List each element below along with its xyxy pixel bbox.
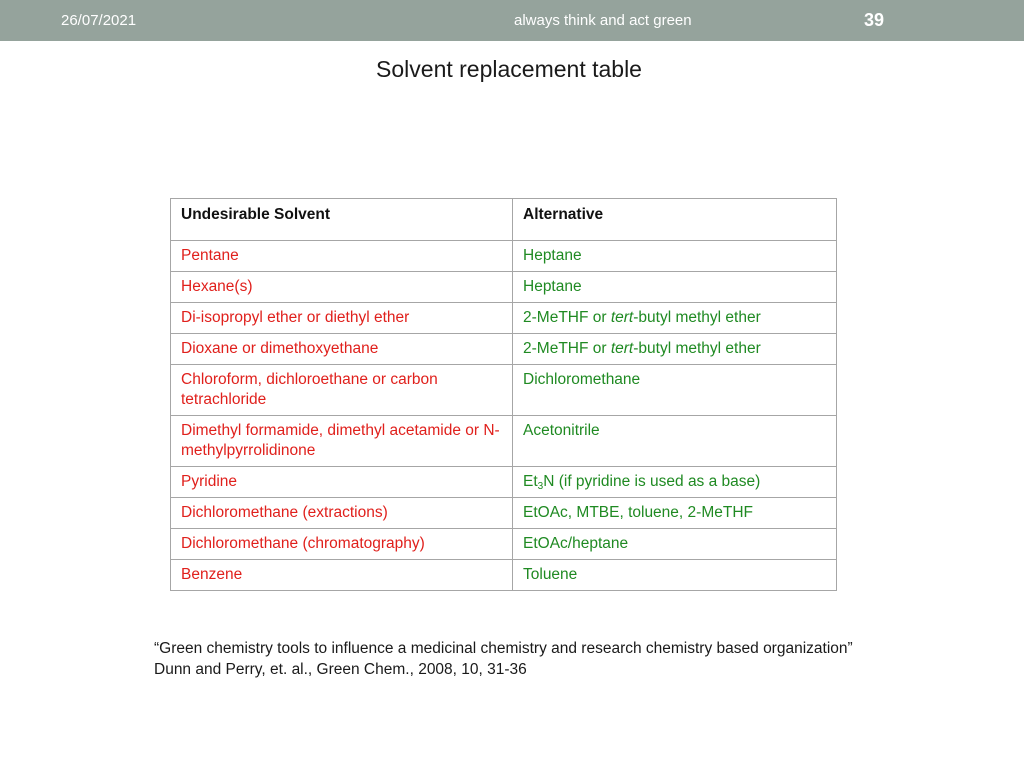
- alternative-solvent-cell: Toluene: [513, 560, 837, 591]
- table-row: [171, 241, 837, 272]
- undesirable-solvent-cell: Benzene: [171, 560, 513, 591]
- alternative-solvent-cell: Heptane: [513, 241, 837, 272]
- undesirable-solvent-cell: Chloroform, dichloroethane or carbon tetrachloride: [171, 365, 513, 416]
- solvent-replacement-table: [170, 198, 837, 591]
- alternative-italic-part: tert: [610, 309, 634, 326]
- header-bar: [0, 0, 1024, 41]
- table-row: [171, 365, 837, 416]
- column-header-undesirable: Undesirable Solvent: [171, 199, 513, 241]
- alternative-solvent-cell: EtOAc, MTBE, toluene, 2-MeTHF: [513, 498, 837, 529]
- slide-tagline: always think and act green: [514, 12, 692, 29]
- undesirable-solvent-cell: Hexane(s): [171, 272, 513, 303]
- alternative-solvent-cell: Heptane: [513, 272, 837, 303]
- column-header-alternative: Alternative: [513, 199, 837, 241]
- undesirable-solvent-cell: Pentane: [171, 241, 513, 272]
- alternative-text-part: 2-MeTHF or: [523, 309, 611, 326]
- table-row: [171, 467, 837, 498]
- table-row: [171, 334, 837, 365]
- alternative-solvent-cell: Acetonitrile: [513, 416, 837, 467]
- undesirable-solvent-cell: Pyridine: [171, 467, 513, 498]
- alternative-text-part: N (if pyridine is used as a base): [543, 473, 761, 490]
- table-row: [171, 272, 837, 303]
- alternative-text-part: Et: [523, 473, 538, 490]
- undesirable-solvent-cell: Dichloromethane (chromatography): [171, 529, 513, 560]
- alternative-text-part: -butyl methyl ether: [633, 309, 761, 326]
- citation-reference: Dunn and Perry, et. al., Green Chem., 2008, 10, 31-36: [154, 661, 527, 678]
- alternative-solvent-cell: EtOAc/heptane: [513, 529, 837, 560]
- alternative-italic-part: tert: [610, 340, 634, 357]
- undesirable-solvent-cell: Dichloromethane (extractions): [171, 498, 513, 529]
- alternative-solvent-cell: [513, 467, 837, 498]
- undesirable-solvent-cell: Dimethyl formamide, dimethyl acetamide or N-methylpyrrolidinone: [171, 416, 513, 467]
- slide-date: 26/07/2021: [61, 12, 137, 29]
- citation-title: “Green chemistry tools to influence a medicinal chemistry and research chemistry based organization”: [154, 640, 853, 657]
- slide-title: Solvent replacement table: [376, 56, 642, 82]
- alternative-solvent-cell: [513, 303, 837, 334]
- table-header-row: [171, 199, 837, 241]
- alternative-text-part: -butyl methyl ether: [633, 340, 761, 357]
- table-row: [171, 416, 837, 467]
- alternative-solvent-cell: Dichloromethane: [513, 365, 837, 416]
- table-row: [171, 498, 837, 529]
- alternative-text-part: 2-MeTHF or: [523, 340, 611, 357]
- table-row: [171, 529, 837, 560]
- undesirable-solvent-cell: Dioxane or dimethoxyethane: [171, 334, 513, 365]
- table-row: [171, 560, 837, 591]
- alternative-solvent-cell: [513, 334, 837, 365]
- alternative-subscript-part: 3: [537, 481, 544, 492]
- table-row: [171, 303, 837, 334]
- citation: [154, 638, 853, 680]
- slide-page-number: 39: [864, 10, 885, 30]
- undesirable-solvent-cell: Di-isopropyl ether or diethyl ether: [171, 303, 513, 334]
